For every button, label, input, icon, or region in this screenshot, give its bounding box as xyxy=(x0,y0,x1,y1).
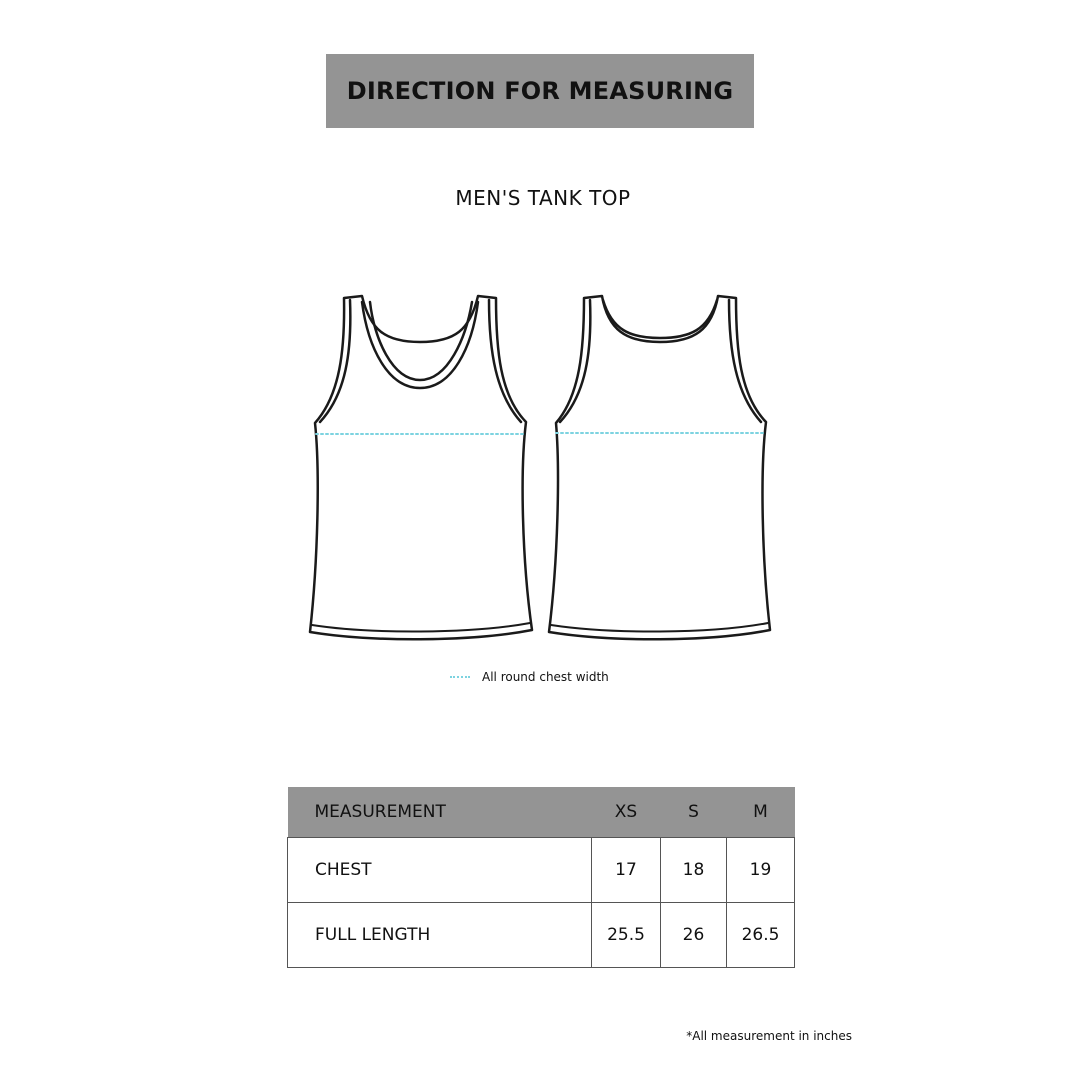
tank-top-diagram xyxy=(300,290,780,650)
footnote: *All measurement in inches xyxy=(686,1029,852,1043)
dotted-line-icon xyxy=(450,676,470,678)
row-label-chest: CHEST xyxy=(288,838,592,903)
title-banner xyxy=(326,54,754,128)
length-m: 26.5 xyxy=(727,903,795,968)
product-name: MEN'S TANK TOP xyxy=(455,186,631,210)
length-xs: 25.5 xyxy=(592,903,661,968)
row-label-full-length: FULL LENGTH xyxy=(288,903,592,968)
length-s: 26 xyxy=(661,903,727,968)
legend-label: All round chest width xyxy=(482,670,609,684)
table-header-row xyxy=(288,787,795,838)
tank-top-front xyxy=(310,296,532,639)
page-title: DIRECTION FOR MEASURING xyxy=(346,77,734,105)
size-chart-table xyxy=(287,787,795,968)
chest-xs: 17 xyxy=(592,838,661,903)
tank-top-back xyxy=(549,296,770,639)
chest-s: 18 xyxy=(661,838,727,903)
header-xs: XS xyxy=(592,787,661,838)
chest-m: 19 xyxy=(727,838,795,903)
header-measurement: MEASUREMENT xyxy=(288,787,592,838)
table-row xyxy=(288,838,795,903)
chest-width-legend xyxy=(450,670,609,684)
header-s: S xyxy=(661,787,727,838)
table-row xyxy=(288,903,795,968)
header-m: M xyxy=(727,787,795,838)
